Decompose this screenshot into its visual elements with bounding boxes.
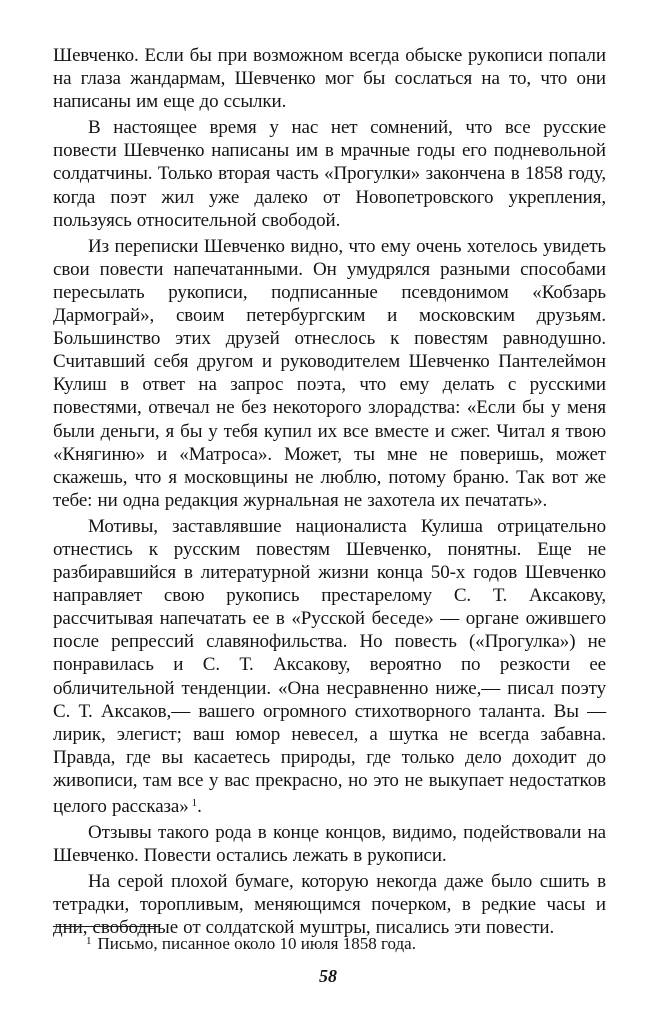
page-body xyxy=(53,44,606,940)
footnote-marker: 1 xyxy=(86,935,92,947)
page-number: 58 xyxy=(319,966,337,986)
paragraph-5: Отзывы такого рода в конце концов, видимо, подействовали на Шевченко. Повести остались лежать в рукописи. xyxy=(53,822,606,867)
paragraph-4-text: Мотивы, заставлявшие националиста Кулиша отрицательно отнестись к русским повестям Шевченко, понятны. Еще не разбиравшийся в литературной жизни конца 50-х годов Шевченко направляет свою рукопись престарелому С. Т. Аксакову, рассчитывая напечатать ее в «Русской беседе» — органе ожившего после репрессий славянофильства. Но повесть («Прогулка») не понравилась и С. Т. Аксакову, вероятно по резкости ее обличительной тенденции. «Она несравненно ниже,— писал поэту С. Т. Аксаков,— вашего огромного стихотворного таланта. Вы — лирик, элегист; ваш юмор невесел, а шутка не всегда забавна. Правда, где вы касаетесь природы, где только дело доходит до живописи, там все у вас прекрасно, но это не выкупает недостатков целого рассказа» xyxy=(53,515,606,817)
footnote-divider xyxy=(53,926,159,927)
paragraph-3: Из переписки Шевченко видно, что ему очень хотелось увидеть свои повести напечатанными. Он умудрялся разными способами пересылать рукописи, подписанные псевдонимом «Кобзарь Дармограй», своим петербургским и московским друзьям. Большинство этих друзей отнеслось к повестям равнодушно. Считавший себя другом и руководителем Шевченко Пантелеймон Кулиш в ответ на запрос поэта, что ему делать с русскими повестями, отвечал не без некоторого злорадства: «Если бы у меня были деньги, я бы у тебя купил их все вместе и сжег. Читал я твою «Княгиню» и «Матроса». Может, ты мне не поверишь, может скажешь, что я московщины не люблю, потому браню. Так вот же тебе: ни одна редакция журнальная не захотела их печатать». xyxy=(53,235,606,511)
footnote-text: Письмо, писанное около 10 июля 1858 года. xyxy=(97,934,416,953)
paragraph-1: Шевченко. Если бы при возможном всегда обыске рукописи попали на глаза жандармам, Шевченко мог бы сослаться на то, что они написаны им еще до ссылки. xyxy=(53,45,606,113)
footnote-reference[interactable]: 1 xyxy=(191,797,198,809)
paragraph-6: На серой плохой бумаге, которую некогда даже было сшить в тетрадки, торопливым, меняющимся почерком, в редкие часы и дни, свободные от солдатской муштры, писались эти повести. xyxy=(53,871,606,939)
paragraph-2: В настоящее время у нас нет сомнений, что все русские повести Шевченко написаны им в мрачные годы его подневольной солдатчины. Только вторая часть «Прогулки» закончена в 1858 году, когда поэт жил уже далеко от Новопетровского укрепления, пользуясь относительной свободой. xyxy=(53,117,606,231)
footnote xyxy=(86,930,416,955)
paragraph-4: Мотивы, заставлявшие националиста Кулиша отрицательно отнестись к русским повестям Шевченко, понятны. Еще не разбиравшийся в литературной жизни конца 50-х годов Шевченко направляет свою рукопись престарелому С. Т. Аксакову, рассчитывая напечатать ее в «Русской беседе» — органе ожившего после репрессий славянофильства. Но повесть («Прогулка») не понравилась и С. Т. Аксакову, вероятно по резкости ее обличительной тенденции. «Она несравненно ниже,— писал поэту С. Т. Аксаков,— вашего огромного стихотворного таланта. Вы — лирик, элегист; ваш юмор невесел, а шутка не всегда забавна. Правда, где вы касаетесь природы, где только дело доходит до живописи, там все у вас прекрасно, но это не выкупает недостатков целого рассказа» $^1$. xyxy=(53,515,606,817)
